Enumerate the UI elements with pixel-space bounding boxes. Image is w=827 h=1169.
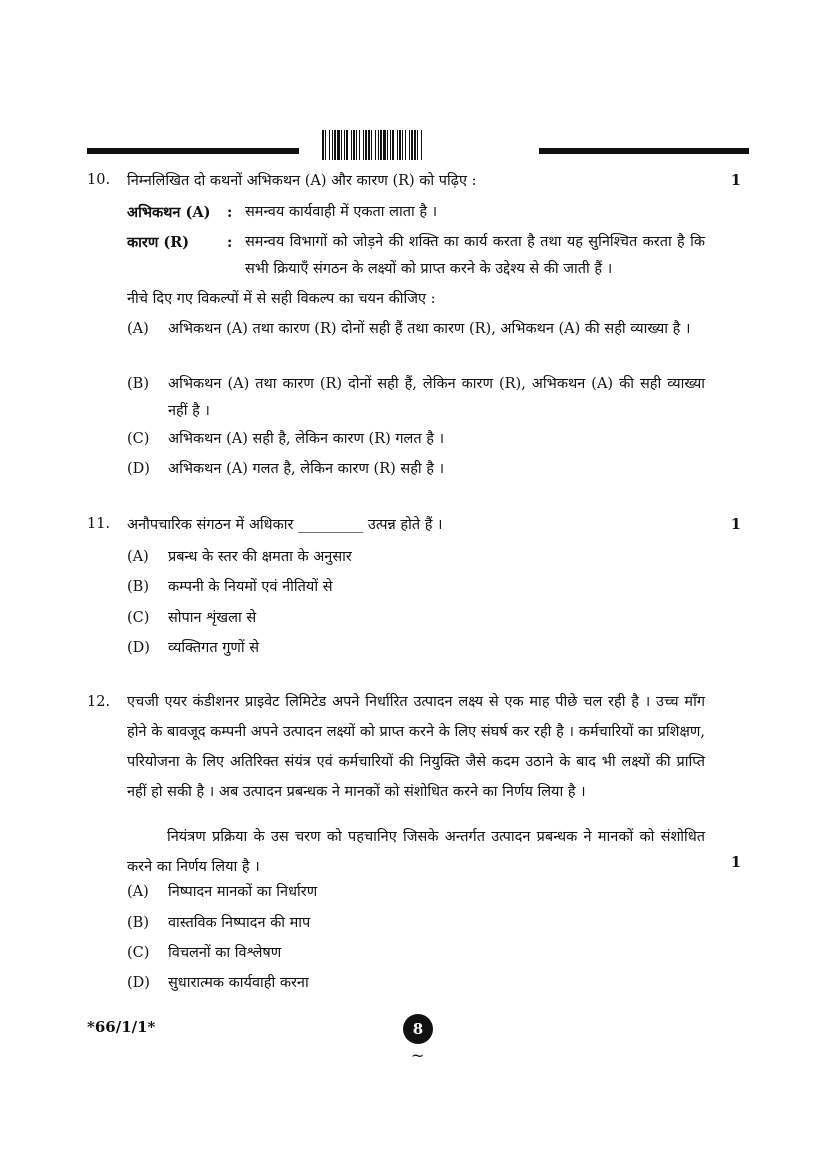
header-rule-right: [539, 148, 749, 154]
barcode-bar: [332, 130, 333, 160]
option-text: विचलनों का विश्लेषण: [168, 945, 282, 961]
barcode-bar: [375, 130, 376, 160]
option-label: (C): [127, 431, 150, 447]
barcode-bar: [325, 130, 326, 160]
option-label: (D): [127, 461, 150, 477]
footer-mark: ~: [411, 1046, 425, 1065]
barcode-bar: [397, 130, 398, 160]
option-text: कम्पनी के नियमों एवं नीतियों से: [168, 579, 333, 595]
option-text: सुधारात्मक कार्यवाही करना: [168, 975, 309, 991]
question-text: अनौपचारिक संगठन में अधिकार _________ उत्पन्न होते हैं ।: [127, 517, 443, 533]
reason-colon: :: [227, 234, 233, 251]
barcode-bar: [402, 130, 403, 160]
barcode-bar: [378, 130, 379, 160]
option-label: (B): [127, 915, 149, 931]
barcode-bar: [329, 130, 330, 160]
question-number: 11.: [87, 516, 111, 532]
barcode-bar: [365, 130, 367, 160]
assertion-label: अभिकथन (A): [127, 204, 211, 221]
barcode-bar: [392, 130, 394, 160]
barcode-bar: [346, 130, 348, 160]
option-text: व्यक्तिगत गुणों से: [168, 640, 260, 656]
barcode-bar: [390, 130, 391, 160]
barcode-bar: [405, 130, 406, 160]
question-passage: एचजी एयर कंडीशनर प्राइवेट लिमिटेड अपने निर्धारित उत्पादन लक्ष्य से एक माह पीछे चल रही है । उच्च माँग होने के बावजूद कम्पनी अपने उत्पादन लक्ष्यों को प्राप्त करने के लिए संघर्ष कर रही है । कर्मचारियों का प्रशिक्षण, परियोजना के लिए अतिरिक्त संयंत्र एवं कर्मचारियों की नियुक्ति जैसे कदम उठाने के बाद भी लक्ष्यों की प्राप्ति नहीं हो सकी है । अब उत्पादन प्रबन्धक ने मानकों को संशोधित करने का निर्णय लिया है ।: [127, 694, 705, 800]
question-instruction: नीचे दिए गए विकल्पों में से सही विकल्प का चयन कीजिए :: [127, 291, 436, 307]
option-text: अभिकथन (A) सही है, लेकिन कारण (R) गलत है ।: [168, 431, 445, 447]
option-label: (A): [127, 884, 149, 900]
paper-code: *66/1/1*: [87, 1018, 156, 1036]
assertion-colon: :: [227, 204, 233, 221]
header-rule-left: [87, 148, 299, 154]
assertion-text: समन्वय कार्यवाही में एकता लाता है ।: [245, 204, 438, 220]
option-label: (D): [127, 640, 150, 656]
barcode-bar: [383, 130, 386, 160]
barcode-bar: [363, 130, 364, 160]
page-number: 8: [403, 1014, 433, 1044]
barcode-bar: [371, 130, 372, 160]
barcode-bar: [417, 130, 418, 160]
option-text: अभिकथन (A) तथा कारण (R) दोनों सही हैं, लेकिन कारण (R), अभिकथन (A) की सही व्याख्या नहीं है ।: [168, 376, 705, 419]
option-text: सोपान शृंखला से: [168, 610, 257, 626]
barcode-icon: [322, 130, 506, 160]
option-label: (B): [127, 376, 149, 392]
barcode-bar: [380, 130, 382, 160]
barcode-bar: [356, 130, 357, 160]
barcode-bar: [387, 130, 388, 160]
barcode-bar: [359, 130, 360, 160]
question-marks: 1: [730, 172, 741, 189]
option-label: (C): [127, 945, 150, 961]
question-text: निम्नलिखित दो कथनों अभिकथन (A) और कारण (R) को पढ़िए :: [127, 173, 477, 189]
option-text: अभिकथन (A) गलत है, लेकिन कारण (R) सही है ।: [168, 461, 445, 477]
barcode-bar: [414, 130, 416, 160]
barcode-bar: [411, 130, 413, 160]
barcode-bar: [409, 130, 410, 160]
option-text: अभिकथन (A) तथा कारण (R) दोनों सही हैं तथा कारण (R), अभिकथन (A) की सही व्याख्या है ।: [168, 321, 691, 337]
option-text: निष्पादन मानकों का निर्धारण: [168, 884, 318, 900]
option-label: (B): [127, 579, 149, 595]
barcode-bar: [399, 130, 401, 160]
option-label: (A): [127, 549, 149, 565]
barcode-bar: [334, 130, 336, 160]
barcode-bar: [344, 130, 345, 160]
barcode-bar: [341, 130, 342, 160]
option-label: (C): [127, 610, 150, 626]
reason-label: कारण (R): [127, 234, 190, 251]
question-number: 12.: [87, 694, 111, 710]
barcode-bar: [368, 130, 370, 160]
option-label: (D): [127, 975, 150, 991]
option-label: (A): [127, 321, 149, 337]
question-number: 10.: [87, 172, 111, 188]
option-text: वास्तविक निष्पादन की माप: [168, 915, 311, 931]
barcode-bar: [353, 130, 355, 160]
question-marks: 1: [730, 516, 741, 533]
barcode-bar: [351, 130, 352, 160]
barcode-bar: [322, 130, 324, 160]
question-marks: 1: [730, 854, 741, 871]
reason-text: समन्वय विभागों को जोड़ने की शक्ति का कार्य करता है तथा यह सुनिश्चित करता है कि सभी क्रियाएँ संगठन के लक्ष्यों को प्राप्त करने के उद्देश्य से की जाती हैं ।: [245, 234, 705, 277]
question-text: नियंत्रण प्रक्रिया के उस चरण को पहचानिए जिसके अन्तर्गत उत्पादन प्रबन्धक ने मानकों को संशोधित करने का निर्णय लिया है ।: [127, 829, 705, 875]
barcode-bar: [337, 130, 340, 160]
option-text: प्रबन्ध के स्तर की क्षमता के अनुसार: [168, 549, 352, 565]
barcode-bar: [421, 130, 422, 160]
